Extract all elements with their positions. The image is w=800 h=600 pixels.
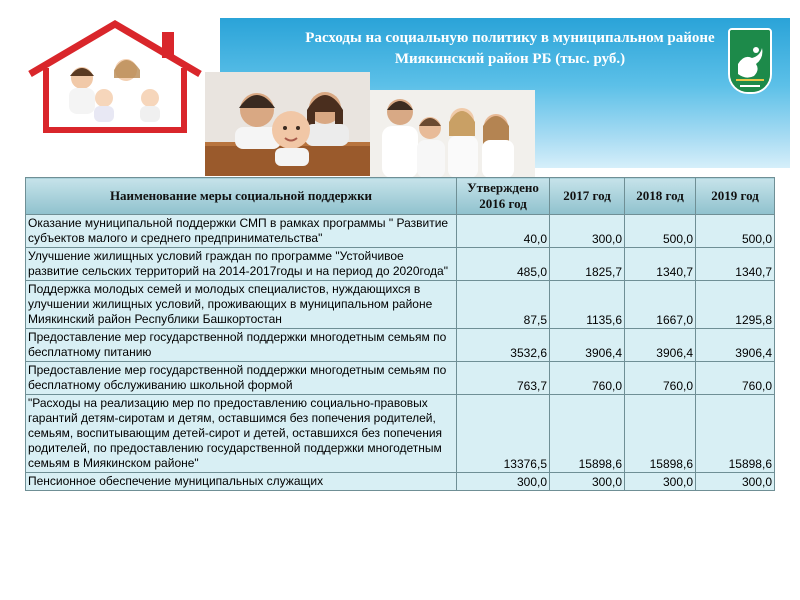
value-2018-cell: 15898,6	[625, 395, 696, 473]
value-2017-cell: 1135,6	[550, 281, 625, 329]
family-photo-group	[370, 90, 535, 178]
value-2019-cell: 1340,7	[696, 248, 775, 281]
table-row	[26, 215, 775, 248]
table-header-row	[26, 178, 775, 215]
measure-name-cell: Предоставление мер государственной поддержки многодетным семьям по бесплатному обслуживанию школьной формой	[26, 362, 457, 395]
value-2018-cell: 500,0	[625, 215, 696, 248]
measure-name-cell: Улучшение жилищных условий граждан по программе "Устойчивое развитие сельских территорий на 2014-2017годы и на период до 2020года"	[26, 248, 457, 281]
value-2019-cell: 500,0	[696, 215, 775, 248]
value-2016-cell: 40,0	[457, 215, 550, 248]
value-2017-cell: 760,0	[550, 362, 625, 395]
table-row	[26, 473, 775, 491]
house-family-logo	[22, 18, 208, 134]
value-2019-cell: 300,0	[696, 473, 775, 491]
value-2016-cell: 13376,5	[457, 395, 550, 473]
family-photo-floor	[205, 72, 370, 176]
measure-name-cell: "Расходы на реализацию мер по предоставлению социально-правовых гарантий детям-сиротам и детям, оставшимся без попечения родителей, семьям, воспитывающим детей-сирот и детей, оставшихся без попечения родителей, по предоставлению государственной поддержки многодетным семьям в Миякинском районе"	[26, 395, 457, 473]
value-2016-cell: 300,0	[457, 473, 550, 491]
social-policy-expenses-table	[25, 177, 775, 491]
header-2017: 2017 год	[550, 178, 625, 215]
value-2018-cell: 1667,0	[625, 281, 696, 329]
value-2018-cell: 3906,4	[625, 329, 696, 362]
value-2016-cell: 485,0	[457, 248, 550, 281]
value-2019-cell: 760,0	[696, 362, 775, 395]
value-2018-cell: 1340,7	[625, 248, 696, 281]
table-row	[26, 248, 775, 281]
table-row	[26, 362, 775, 395]
value-2017-cell: 3906,4	[550, 329, 625, 362]
table-row	[26, 329, 775, 362]
value-2019-cell: 3906,4	[696, 329, 775, 362]
measure-name-cell: Предоставление мер государственной поддержки многодетным семьям по бесплатному питанию	[26, 329, 457, 362]
value-2017-cell: 300,0	[550, 215, 625, 248]
slide-title: Расходы на социальную политику в муниципальном районе Миякинский район РБ (тыс. руб.)	[305, 30, 715, 67]
table-row	[26, 281, 775, 329]
header-measure-name: Наименование меры социальной поддержки	[26, 178, 457, 215]
value-2016-cell: 763,7	[457, 362, 550, 395]
value-2019-cell: 15898,6	[696, 395, 775, 473]
value-2017-cell: 300,0	[550, 473, 625, 491]
measure-name-cell: Поддержка молодых семей и молодых специалистов, нуждающихся в улучшении жилищных условий, проживающих в муниципальном районе Миякинский район Республики Башкортостан	[26, 281, 457, 329]
measure-name-cell: Оказание муниципальной поддержки СМП в рамках программы " Развитие субъектов малого и среднего предпринимательства"	[26, 215, 457, 248]
district-emblem	[728, 28, 772, 94]
header-2018: 2018 год	[625, 178, 696, 215]
value-2019-cell: 1295,8	[696, 281, 775, 329]
table-row	[26, 395, 775, 473]
header-2019: 2019 год	[696, 178, 775, 215]
value-2017-cell: 1825,7	[550, 248, 625, 281]
measure-name-cell: Пенсионное обеспечение муниципальных служащих	[26, 473, 457, 491]
value-2017-cell: 15898,6	[550, 395, 625, 473]
value-2016-cell: 87,5	[457, 281, 550, 329]
header-approved-2016: Утверждено 2016 год	[457, 178, 550, 215]
value-2018-cell: 300,0	[625, 473, 696, 491]
value-2018-cell: 760,0	[625, 362, 696, 395]
value-2016-cell: 3532,6	[457, 329, 550, 362]
